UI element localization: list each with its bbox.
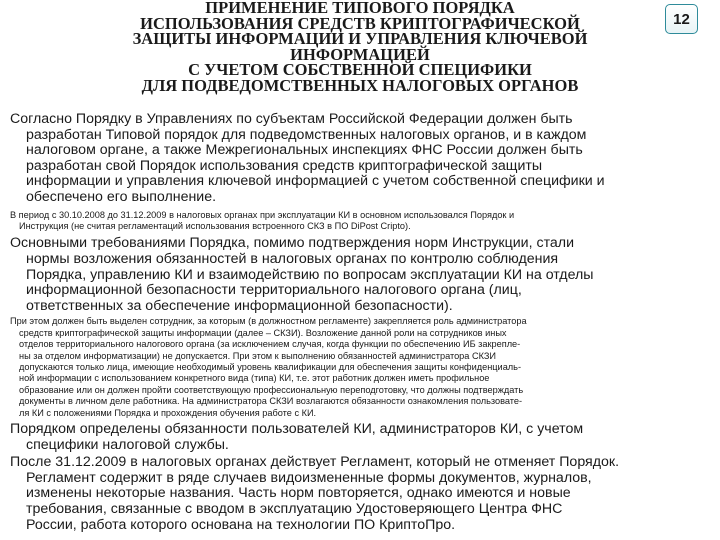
- title-line: ИНФОРМАЦИЕЙ: [290, 44, 430, 64]
- text-line: отделов территориального налогового органа (за исключением случая, когда функции по обеспечению ИБ закрепле-: [19, 339, 521, 350]
- text-line: Согласно Порядку в Управлениях по субъектам Российской Федерации должен быть: [10, 111, 573, 127]
- slide-number-badge: [665, 4, 698, 34]
- text-line: допускаются только лица, имеющие необходимый уровень квалификации для обеспечения защиты конфиденциаль-: [19, 361, 522, 372]
- text-line: обеспечено его выполнение.: [26, 188, 217, 205]
- text-line: средств криптографической защиты информации (далее – СКЗИ). Возложение данной роли на сотрудников иных: [19, 327, 507, 338]
- text-line: В период с 30.10.2008 до 31.12.2009 в налоговых органах при эксплуатации КИ в основном использовался Порядок и: [10, 209, 515, 220]
- paragraph-administrator-note: [10, 316, 714, 419]
- text-line: разработан свой Порядок использования средств криптографической защиты: [26, 157, 543, 174]
- text-line: информационной безопасности территориального налогового органа (лиц,: [26, 282, 522, 299]
- slide-number: 12: [673, 10, 690, 28]
- title-line: С УЧЕТОМ СОБСТВЕННОЙ СПЕЦИФИКИ: [188, 60, 532, 80]
- paragraph-porядок-requirement: [10, 112, 714, 206]
- text-line: изменены некоторые названия. Часть норм повторяется, однако имеются и новые: [26, 485, 571, 502]
- title-line: ИСПОЛЬЗОВАНИЯ СРЕДСТВ КРИПТОГРАФИЧЕСКОЙ: [140, 13, 580, 33]
- text-line: Порядком определены обязанности пользователей КИ, администраторов КИ, с учетом: [10, 421, 584, 437]
- text-line: ной информации с использованием конкретного вида (типа) КИ, т.е. этот работник должен иметь профильное: [19, 373, 490, 384]
- paragraph-regulation: [10, 455, 714, 533]
- title-line: ЗАЩИТЫ ИНФОРМАЦИИ И УПРАВЛЕНИЯ КЛЮЧЕВОЙ: [132, 29, 588, 49]
- text-line: Регламент содержит в ряде случаев видоизмененные формы документов, журналов,: [26, 469, 592, 486]
- text-line: специфики налоговой службы.: [26, 436, 229, 453]
- text-line: информации и управления ключевой информацией с учетом собственной специфики и: [26, 173, 605, 190]
- paragraph-period-note: [10, 210, 714, 233]
- text-line: документы в личном деле работника. На администратора СКЗИ возлагаются обязанности ознакомления пользовате-: [19, 396, 523, 407]
- slide-body: [10, 112, 714, 535]
- paragraph-main-requirements: [10, 236, 714, 314]
- title-line: ДЛЯ ПОДВЕДОМСТВЕННЫХ НАЛОГОВЫХ ОРГАНОВ: [141, 75, 579, 95]
- paragraph-duties: [10, 422, 714, 453]
- text-line: Инструкция (не считая регламентаций использования встроенного СКЗ в ПО DiPost Cripto).: [19, 220, 411, 231]
- text-line: налоговом органе, а также Межрегиональных инспекциях ФНС России должен быть: [26, 142, 583, 159]
- text-line: ны за отделом информатизации) не допускается. При этом к выполнению обязанностей администратора СКЗИ: [19, 350, 496, 361]
- text-line: При этом должен быть выделен сотрудник, за которым (в должностном регламенте) закрепляется роль администратора: [10, 316, 527, 327]
- title-line: ПРИМЕНЕНИЕ ТИПОВОГО ПОРЯДКА: [205, 0, 515, 17]
- text-line: ля КИ с положениями Порядка и прохождения обучения работе с КИ.: [19, 407, 317, 418]
- text-line: После 31.12.2009 в налоговых органах действует Регламент, который не отменяет Порядок.: [10, 454, 620, 471]
- text-line: образование или он должен пройти соответствующую профессиональную переподготовку, что должны подтверждать: [19, 384, 524, 395]
- text-line: нормы возложения обязанностей в налоговых органах по контролю соблюдения: [26, 250, 559, 267]
- slide-title: [40, 0, 680, 94]
- text-line: России, работа которого основана на технологии ПО КриптоПро.: [26, 516, 456, 533]
- text-line: Основными требованиями Порядка, помимо подтверждения норм Инструкции, стали: [10, 235, 575, 252]
- text-line: Порядка, управлению КИ и взаимодействию по вопросам эксплуатации КИ на отделы: [26, 266, 594, 283]
- text-line: требования, связанные с вводом в эксплуатацию Удостоверяющего Центра ФНС: [26, 500, 563, 517]
- text-line: ответственных за обеспечение информационной безопасности).: [26, 297, 453, 314]
- text-line: разработан Типовой порядок для подведомственных налоговых органов, и в каждом: [26, 126, 587, 143]
